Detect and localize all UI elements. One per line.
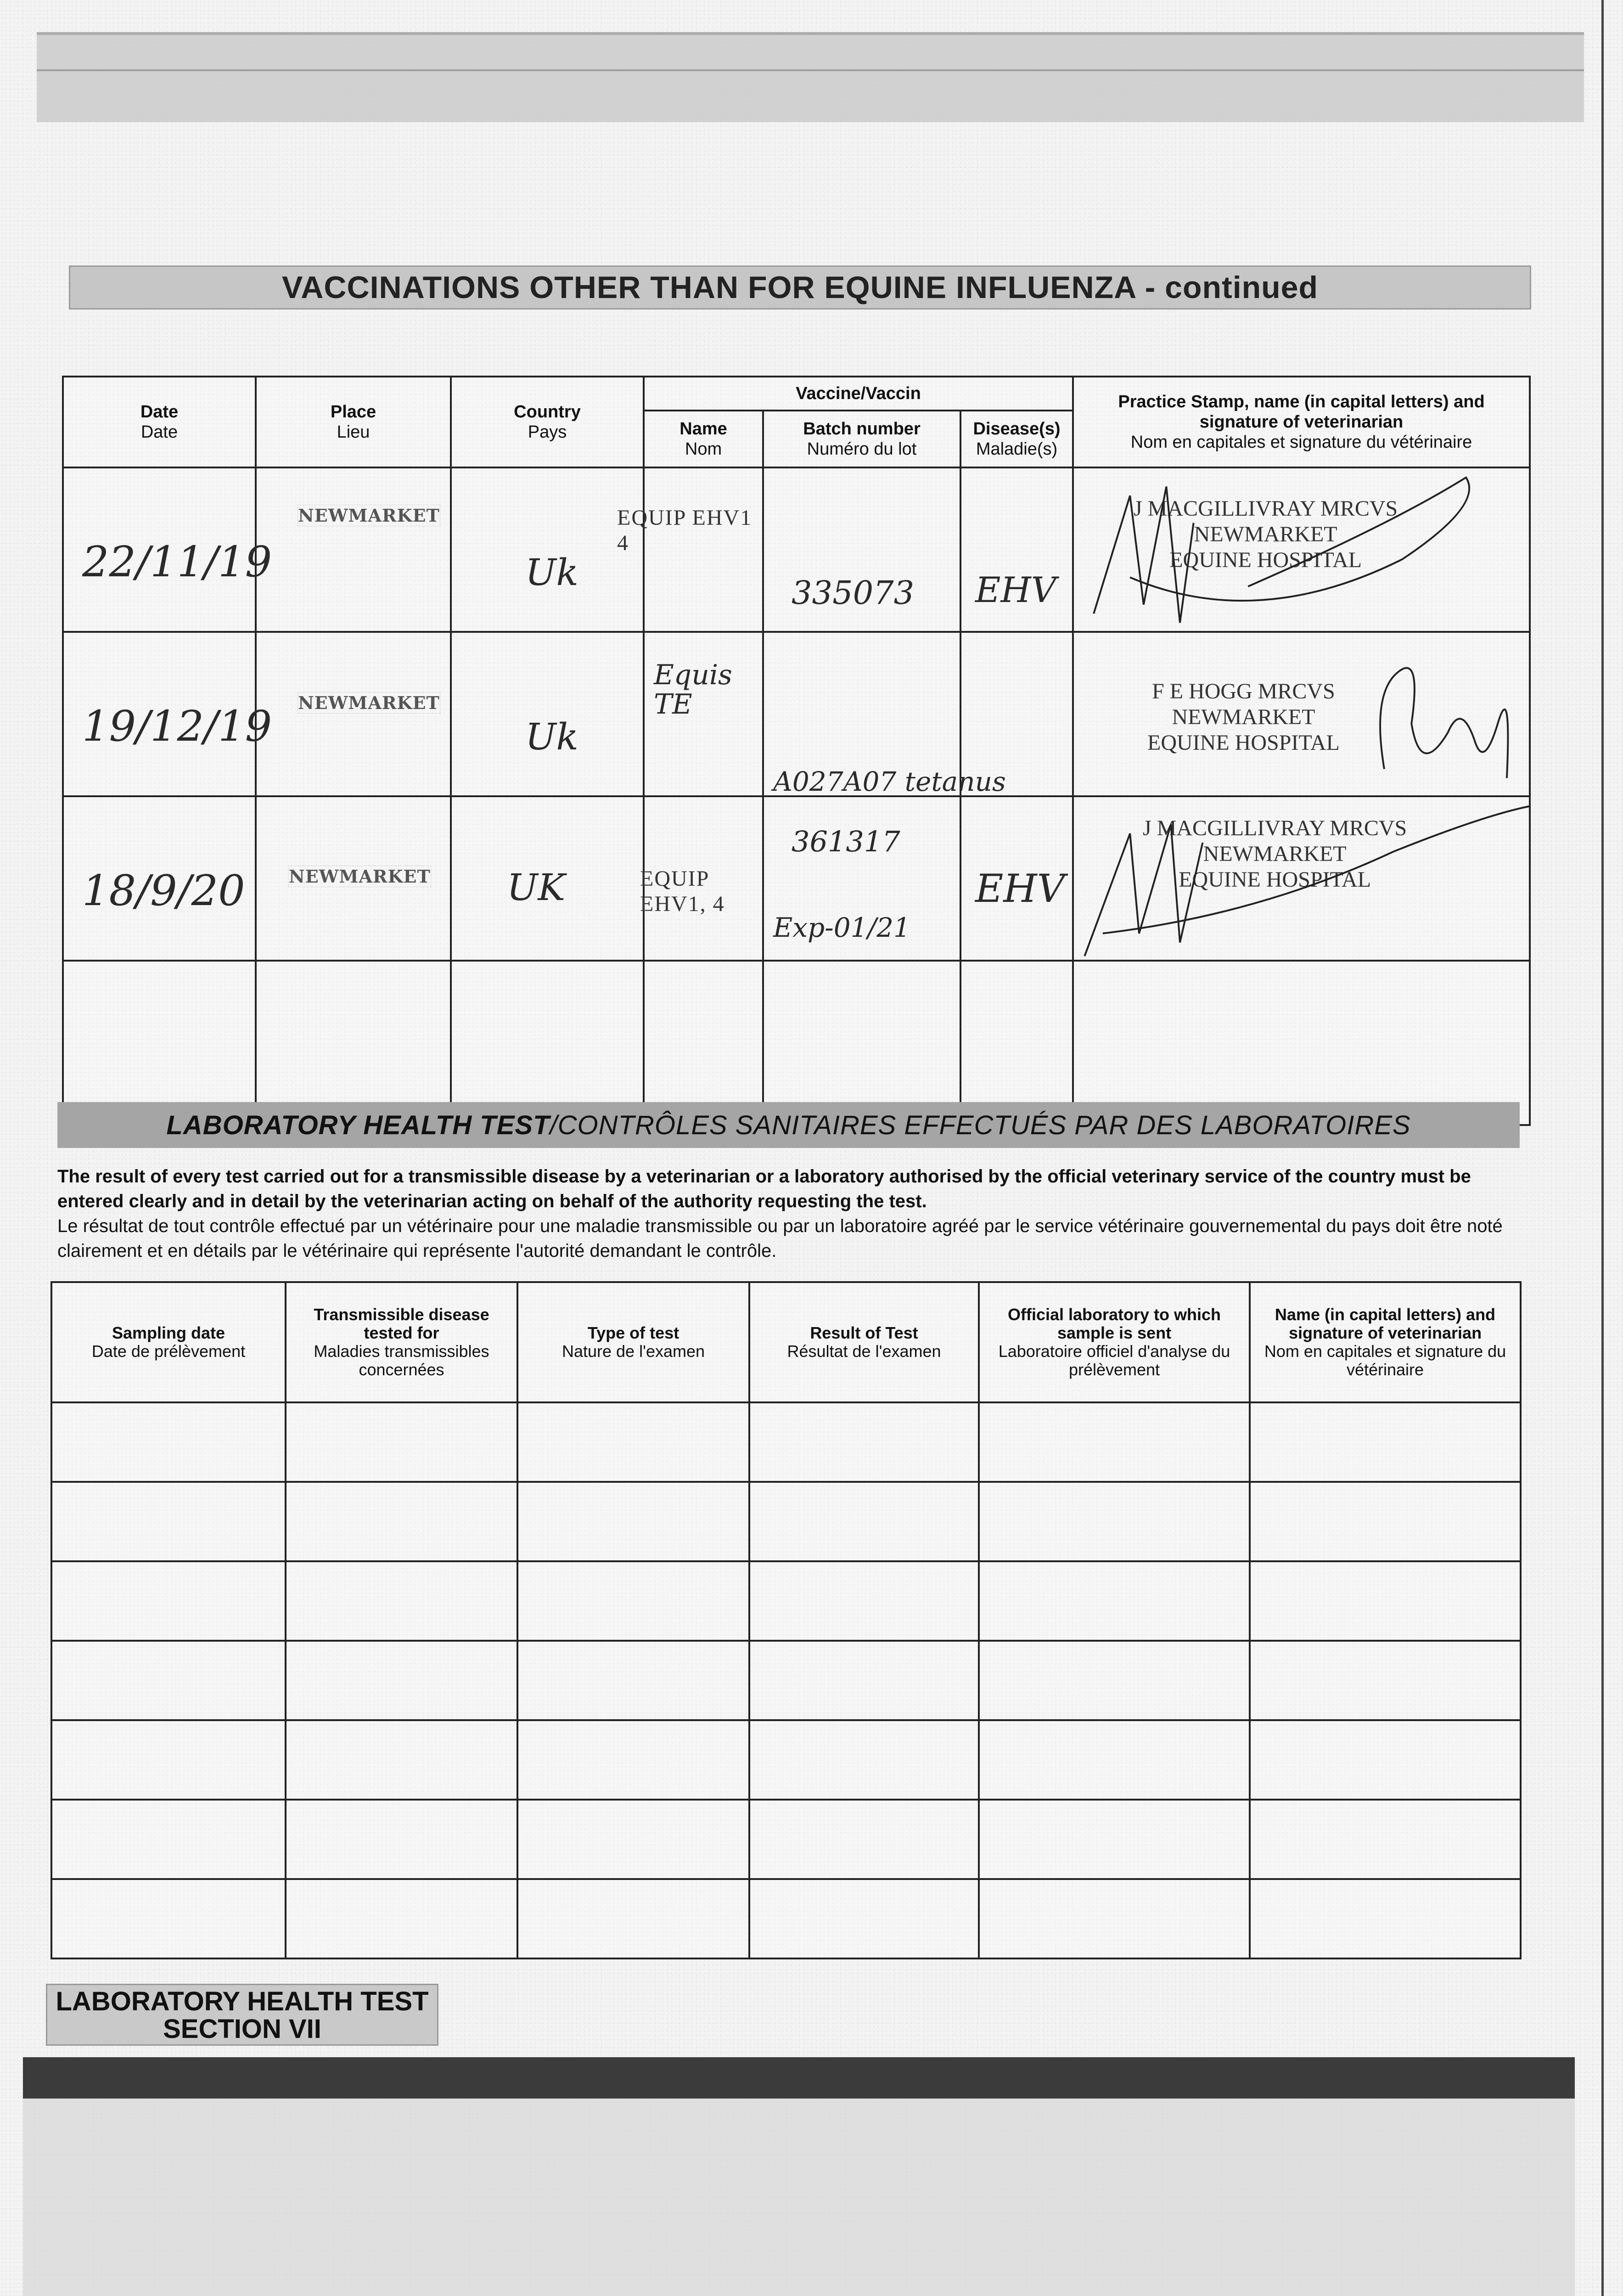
lab-header-disease: Transmissible disease tested for Maladies transmissibles concernées: [286, 1282, 517, 1402]
row-batch: A027A07 tetanus: [773, 766, 1006, 797]
header-name: Name Nom: [644, 411, 763, 467]
table-row: [51, 1720, 1521, 1800]
vaccination-table: [62, 376, 1531, 1126]
section-vii-label: LABORATORY HEALTH TEST SECTION VII: [46, 1984, 438, 2046]
vet-stamp: J MACGILLIVRAY MRCVS NEWMARKET EQUINE HOSPITAL: [1143, 816, 1407, 892]
vet-stamp: F E HOGG MRCVS NEWMARKET EQUINE HOSPITAL: [1147, 679, 1340, 755]
row-vaccine-name: EQUIP EHV1, 4: [640, 867, 725, 916]
table-row: [63, 961, 1530, 1125]
header-stamp: Practice Stamp, name (in capital letters) and signature of veterinarian Nom en capitales et signature du vétérinaire: [1073, 377, 1530, 467]
place-stamp: NEWMARKET: [298, 692, 440, 713]
row-disease: EHV: [975, 866, 1065, 911]
table-row: [51, 1561, 1521, 1641]
row-country: Uk: [525, 715, 578, 758]
lab-section-title-bar: [57, 1102, 1520, 1148]
table-row: [63, 467, 1530, 632]
empty-cell: [960, 961, 1073, 1125]
table-row: [51, 1482, 1521, 1561]
header-country: Country Pays: [451, 377, 644, 467]
vet-signature: [1074, 468, 1529, 631]
empty-cell: [63, 961, 256, 1125]
row-date: 22/11/19: [82, 537, 272, 586]
section-title: VACCINATIONS OTHER THAN FOR EQUINE INFLUENZA - continued: [281, 270, 1319, 305]
table-row: [51, 1402, 1521, 1482]
lab-header-sampling-date: Sampling date Date de prélèvement: [51, 1282, 286, 1402]
lab-test-table: [51, 1281, 1522, 1959]
table-row: [51, 1641, 1521, 1720]
row-date: 19/12/19: [82, 702, 272, 751]
row-vaccine-name: EQUIP EHV1 4: [617, 506, 753, 555]
dark-band: [23, 2057, 1575, 2099]
top-scan-band: [37, 32, 1584, 122]
page-edge-rule: [1601, 0, 1604, 2296]
row-country: Uk: [525, 551, 578, 594]
lab-section-note: [57, 1164, 1527, 1263]
vet-signature: [1074, 633, 1529, 795]
section-title-bar: [69, 265, 1531, 310]
table-row: [51, 1879, 1521, 1958]
header-disease: Disease(s) Maladie(s): [960, 411, 1073, 467]
empty-cell: [644, 961, 763, 1125]
lab-section-title: LABORATORY HEALTH TEST/CONTRÔLES SANITAIRES EFFECTUÉS PAR DES LABORATOIRES: [166, 1110, 1411, 1140]
lab-note-en: The result of every test carried out for a transmissible disease by a veterinarian or a laboratory authorised by the official veterinary service of the country must be entered clearly and in detail by the veterinarian acting on behalf of the authority requesting the test.: [57, 1166, 1471, 1211]
table-row: [63, 796, 1530, 961]
row-country: UK: [507, 866, 566, 909]
table-row: [63, 632, 1530, 796]
header-place: Place Lieu: [256, 377, 451, 467]
lab-header-laboratory: Official laboratory to which sample is sent Laboratoire officiel d'analyse du prélèvement: [979, 1282, 1250, 1402]
empty-cell: [451, 961, 644, 1125]
table-row: [51, 1800, 1521, 1879]
row-batch: 361317: [792, 825, 900, 858]
row-disease: EHV: [975, 569, 1056, 610]
lab-header-result: Result of Test Résultat de l'examen: [749, 1282, 979, 1402]
row-date: 18/9/20: [82, 866, 245, 915]
empty-cell: [256, 961, 451, 1125]
empty-cell: [1073, 961, 1530, 1125]
empty-cell: [763, 961, 960, 1125]
header-batch: Batch number Numéro du lot: [763, 411, 960, 467]
bottom-section-area: [23, 2099, 1575, 2296]
row-batch: 335073: [792, 574, 915, 612]
header-vaccine: Vaccine/Vaccin: [644, 377, 1073, 411]
vet-signature: [1074, 797, 1529, 960]
header-date: Date Date: [63, 377, 256, 467]
place-stamp: NEWMARKET: [298, 505, 440, 526]
lab-note-fr: Le résultat de tout contrôle effectué par un vétérinaire pour une maladie transmissible ou par un laboratoire agréé par le service vétérinaire gouvernemental du pays doit être noté clairement et en détails par le vétérinaire qui représente l'autorité demandant le contrôle.: [57, 1216, 1503, 1261]
lab-header-vet-name: Name (in capital letters) and signature of veterinarian Nom en capitales et signature du vétérinaire: [1250, 1282, 1521, 1402]
place-stamp: NEWMARKET: [289, 866, 431, 887]
row-vaccine-name: Equis TE: [654, 659, 732, 720]
row-batch-expiry: Exp-01/21: [773, 912, 910, 943]
vet-stamp: J MACGILLIVRAY MRCVS NEWMARKET EQUINE HOSPITAL: [1134, 496, 1398, 572]
lab-header-test-type: Type of test Nature de l'examen: [517, 1282, 749, 1402]
